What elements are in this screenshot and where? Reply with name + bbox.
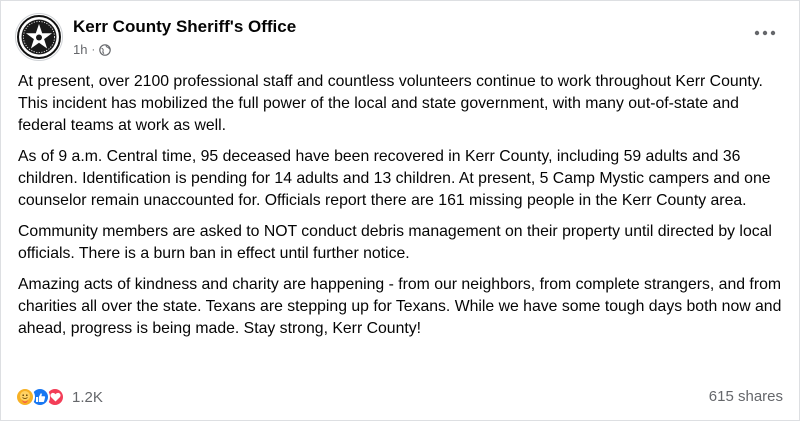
post-paragraph-2: As of 9 a.m. Central time, 95 deceased have been recovered in Kerr County, including 59 adults and 36 children. Identification is pending for 14 adults and 13 children. At present, 5 Camp Mystic campers and one counselor remain unaccounted for. Officials report there are 161 missing people in the Kerr County area. (18, 148, 771, 209)
post-footer (15, 385, 783, 409)
post-body (18, 71, 785, 349)
more-horizontal-icon (754, 30, 776, 36)
post-paragraph-3: Community members are asked to NOT conduct debris management on their property until directed by local officials. There is a burn ban in effect until further notice. (18, 223, 772, 262)
reaction-count[interactable]: 1.2K (72, 388, 103, 406)
globe-icon (99, 44, 111, 56)
shares-count[interactable]: 615 shares (708, 388, 783, 405)
post-paragraph-1: At present, over 2100 professional staff and countless volunteers continue to work throughout Kerr County. This incident has mobilized the full power of the local and state government, with many out-of-state and federal teams at work as well. (18, 73, 763, 134)
post-header (15, 13, 785, 63)
sheriff-star-icon (16, 14, 62, 60)
post-timestamp[interactable]: 1h (73, 42, 88, 57)
post-meta (73, 42, 111, 57)
page-name-link[interactable]: Kerr County Sheriff's Office (73, 17, 297, 36)
post-paragraph-4: Amazing acts of kindness and charity are happening - from our neighbors, from complete strangers, and from charities all over the state. Texans are stepping up for Texans. While we have some tough days both now and ahead, progress is being made. Stay strong, Kerr County! (18, 276, 782, 337)
meta-separator: · (91, 43, 96, 56)
care-reaction-icon (15, 387, 35, 407)
page-avatar[interactable] (15, 13, 63, 61)
reactions-summary[interactable] (15, 387, 103, 407)
more-options-button[interactable] (747, 23, 783, 43)
